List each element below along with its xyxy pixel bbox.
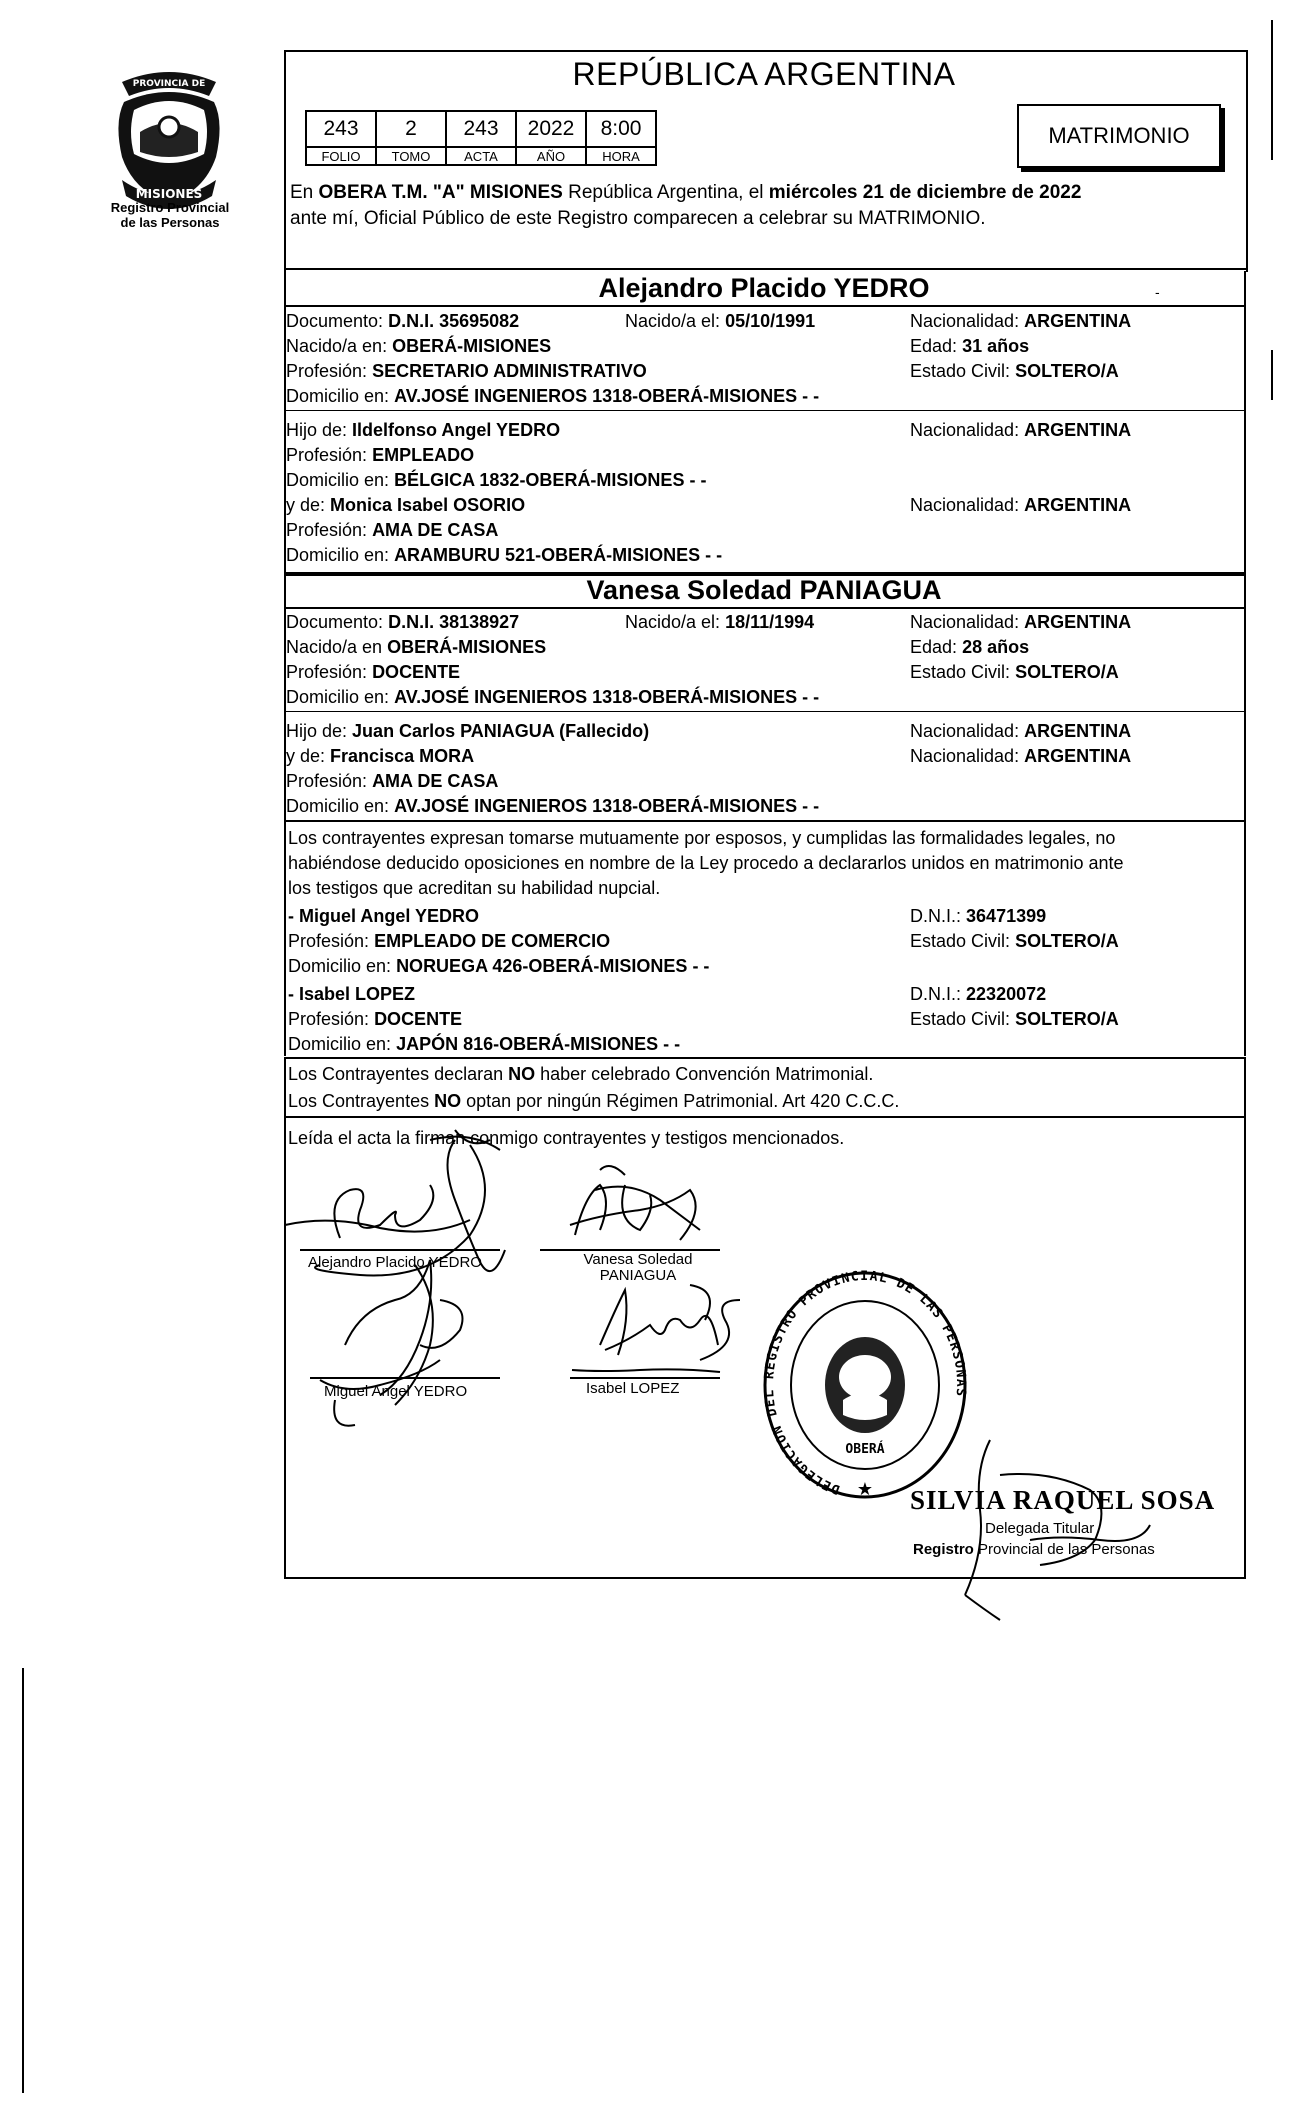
official-role: Delegada Titular — [985, 1520, 1095, 1537]
witness2-dni: D.N.I.: 22320072 — [910, 984, 1047, 1004]
spouse1-parents-divider — [284, 410, 1244, 411]
logo-caption — [90, 200, 250, 230]
official-office: Registro Provincial de las Personas — [913, 1541, 1155, 1558]
country-title: REPÚBLICA ARGENTINA — [572, 56, 956, 92]
acta-label: ACTA — [446, 147, 516, 165]
tomo-label: TOMO — [376, 147, 446, 165]
spouse1-father: Hijo de: Ildelfonso Angel YEDRO — [286, 420, 561, 440]
spouse2-age: Edad: 28 años — [910, 637, 1030, 657]
spouse2-address: Domicilio en: AV.JOSÉ INGENIEROS 1318-OBERÁ-MISIONES - - — [286, 687, 820, 707]
spouse2-mother-nationality: Nacionalidad: ARGENTINA — [910, 746, 1132, 766]
hour-value: 8:00 — [586, 111, 656, 147]
spouse1-age: Edad: 31 años — [910, 336, 1030, 356]
record-type-box: MATRIMONIO — [1017, 104, 1221, 168]
spouse2-name: Vanesa Soledad PANIAGUA — [586, 575, 942, 605]
spouse2-father-nationality: Nacionalidad: ARGENTINA — [910, 721, 1132, 741]
spouse1-birthdate: Nacido/a el: 05/10/1991 — [625, 311, 816, 331]
dash-mark: - — [1155, 284, 1160, 300]
scan-edge-mark — [1271, 20, 1273, 160]
spouse1-mother-address: Domicilio en: ARAMBURU 521-OBERÁ-MISIONES - - — [286, 545, 723, 565]
spouse1-nationality: Nacionalidad: ARGENTINA — [910, 311, 1132, 331]
witness2-profession: Profesión: DOCENTE — [288, 1009, 463, 1029]
acta-value: 243 — [446, 111, 516, 147]
spouse1-address: Domicilio en: AV.JOSÉ INGENIEROS 1318-OBERÁ-MISIONES - - — [286, 386, 820, 406]
spouse1-father-profession: Profesión: EMPLEADO — [286, 445, 475, 465]
official-stamp — [758, 1265, 973, 1510]
scan-edge-mark-2 — [1271, 350, 1273, 400]
spouse2-parents-divider — [284, 711, 1244, 712]
signature-caption-witness1: Miguel Angel YEDRO — [324, 1383, 468, 1400]
conventions-line1: Los Contrayentes declaran NO haber celebrado Convención Matrimonial. — [288, 1064, 874, 1084]
spouse1-mother-profession: Profesión: AMA DE CASA — [286, 520, 499, 540]
witness1-name: - Miguel Angel YEDRO — [288, 906, 480, 926]
spouse2-birthdate: Nacido/a el: 18/11/1994 — [625, 612, 815, 632]
spouse1-name: Alejandro Placido YEDRO — [598, 273, 930, 303]
year-label: AÑO — [516, 147, 586, 165]
spouse1-profession: Profesión: SECRETARIO ADMINISTRATIVO — [286, 361, 647, 381]
year-value: 2022 — [516, 111, 586, 147]
intro-prefix: En — [290, 182, 319, 203]
misiones-province-logo — [104, 62, 234, 217]
witness1-dni: D.N.I.: 36471399 — [910, 906, 1047, 926]
witness1-civil-status: Estado Civil: SOLTERO/A — [910, 931, 1119, 951]
scan-margin-bar — [22, 1668, 24, 2093]
signature-caption-spouse1: Alejandro Placido YEDRO — [308, 1254, 482, 1271]
stamp-star-icon: ★ — [856, 1479, 874, 1500]
spouse1-birthplace: Nacido/a en: OBERÁ-MISIONES — [286, 336, 552, 356]
logo-text-bottom: MISIONES — [135, 187, 203, 201]
spouse2-document: Documento: D.N.I. 38138927 — [286, 612, 520, 632]
spouse1-document: Documento: D.N.I. 35695082 — [286, 311, 520, 331]
closing-text: Leída el acta la firman conmigo contrayentes y testigos mencionados. — [288, 1128, 845, 1148]
folio-value: 243 — [306, 111, 376, 147]
official-name: SILVIA RAQUEL SOSA — [910, 1485, 1216, 1515]
witness1-profession: Profesión: EMPLEADO DE COMERCIO — [288, 931, 611, 951]
spouse2-birthplace: Nacido/a en OBERÁ-MISIONES — [286, 637, 547, 657]
spouse2-mother-profession: Profesión: AMA DE CASA — [286, 771, 499, 791]
stamp-bottom-text: OBERÁ — [845, 1442, 885, 1457]
registry-table — [305, 110, 657, 166]
logo-caption-line1: Registro Provincial — [110, 200, 230, 215]
declaration-line1: Los contrayentes expresan tomarse mutuamente por esposos, y cumplidas las formalidades legales, no — [288, 828, 1116, 848]
intro-place: OBERA T.M. "A" MISIONES — [318, 182, 563, 203]
witness2-civil-status: Estado Civil: SOLTERO/A — [910, 1009, 1119, 1029]
spouse2-mother: y de: Francisca MORA — [286, 746, 475, 766]
spouse2-profession: Profesión: DOCENTE — [286, 662, 461, 682]
spouse1-name-divider — [284, 305, 1244, 307]
hour-label: HORA — [586, 147, 656, 165]
spouse2-nationality: Nacionalidad: ARGENTINA — [910, 612, 1132, 632]
logo-text-top: PROVINCIA DE — [132, 79, 206, 89]
spouse2-father: Hijo de: Juan Carlos PANIAGUA (Fallecido) — [286, 721, 650, 741]
intro-middle: República Argentina, el — [562, 182, 769, 203]
intro-date: miércoles 21 de diciembre de 2022 — [768, 182, 1082, 203]
witness1-address: Domicilio en: NORUEGA 426-OBERÁ-MISIONES - - — [288, 956, 710, 976]
stamp-ring-text: DELEGACION DEL REGISTRO PROVINCIAL DE LAS PERSONAS — [762, 1268, 969, 1497]
witness2-address: Domicilio en: JAPÓN 816-OBERÁ-MISIONES - - — [288, 1034, 681, 1054]
logo-caption-line2: de las Personas — [120, 215, 220, 230]
intro-text — [290, 180, 1240, 232]
spouse1-father-address: Domicilio en: BÉLGICA 1832-OBERÁ-MISIONES - - — [286, 470, 707, 490]
spouse1-mother: y de: Monica Isabel OSORIO — [286, 495, 526, 515]
spouse1-father-nationality: Nacionalidad: ARGENTINA — [910, 420, 1132, 440]
conventions-line2: Los Contrayentes NO optan por ningún Régimen Patrimonial. Art 420 C.C.C. — [288, 1091, 900, 1111]
declaration-line2: habiéndose deducido oposiciones en nombre de la Ley procedo a declararlos unidos en matrimonio ante — [288, 853, 1124, 873]
signature-caption-witness2: Isabel LOPEZ — [586, 1380, 680, 1397]
declaration-line3: los testigos que acreditan su habilidad nupcial. — [288, 878, 661, 898]
intro-line2: ante mí, Oficial Público de este Registro comparecen a celebrar su MATRIMONIO. — [290, 208, 986, 229]
signature-caption-spouse2: Vanesa Soledad PANIAGUA — [583, 1251, 693, 1284]
spouse1-mother-nationality: Nacionalidad: ARGENTINA — [910, 495, 1132, 515]
witness2-name: - Isabel LOPEZ — [288, 984, 416, 1004]
tomo-value: 2 — [376, 111, 446, 147]
intro-divider — [284, 268, 1246, 270]
spouse2-civil-status: Estado Civil: SOLTERO/A — [910, 662, 1119, 682]
spouse2-mother-address: Domicilio en: AV.JOSÉ INGENIEROS 1318-OBERÁ-MISIONES - - — [286, 796, 820, 816]
folio-label: FOLIO — [306, 147, 376, 165]
spouse1-civil-status: Estado Civil: SOLTERO/A — [910, 361, 1119, 381]
